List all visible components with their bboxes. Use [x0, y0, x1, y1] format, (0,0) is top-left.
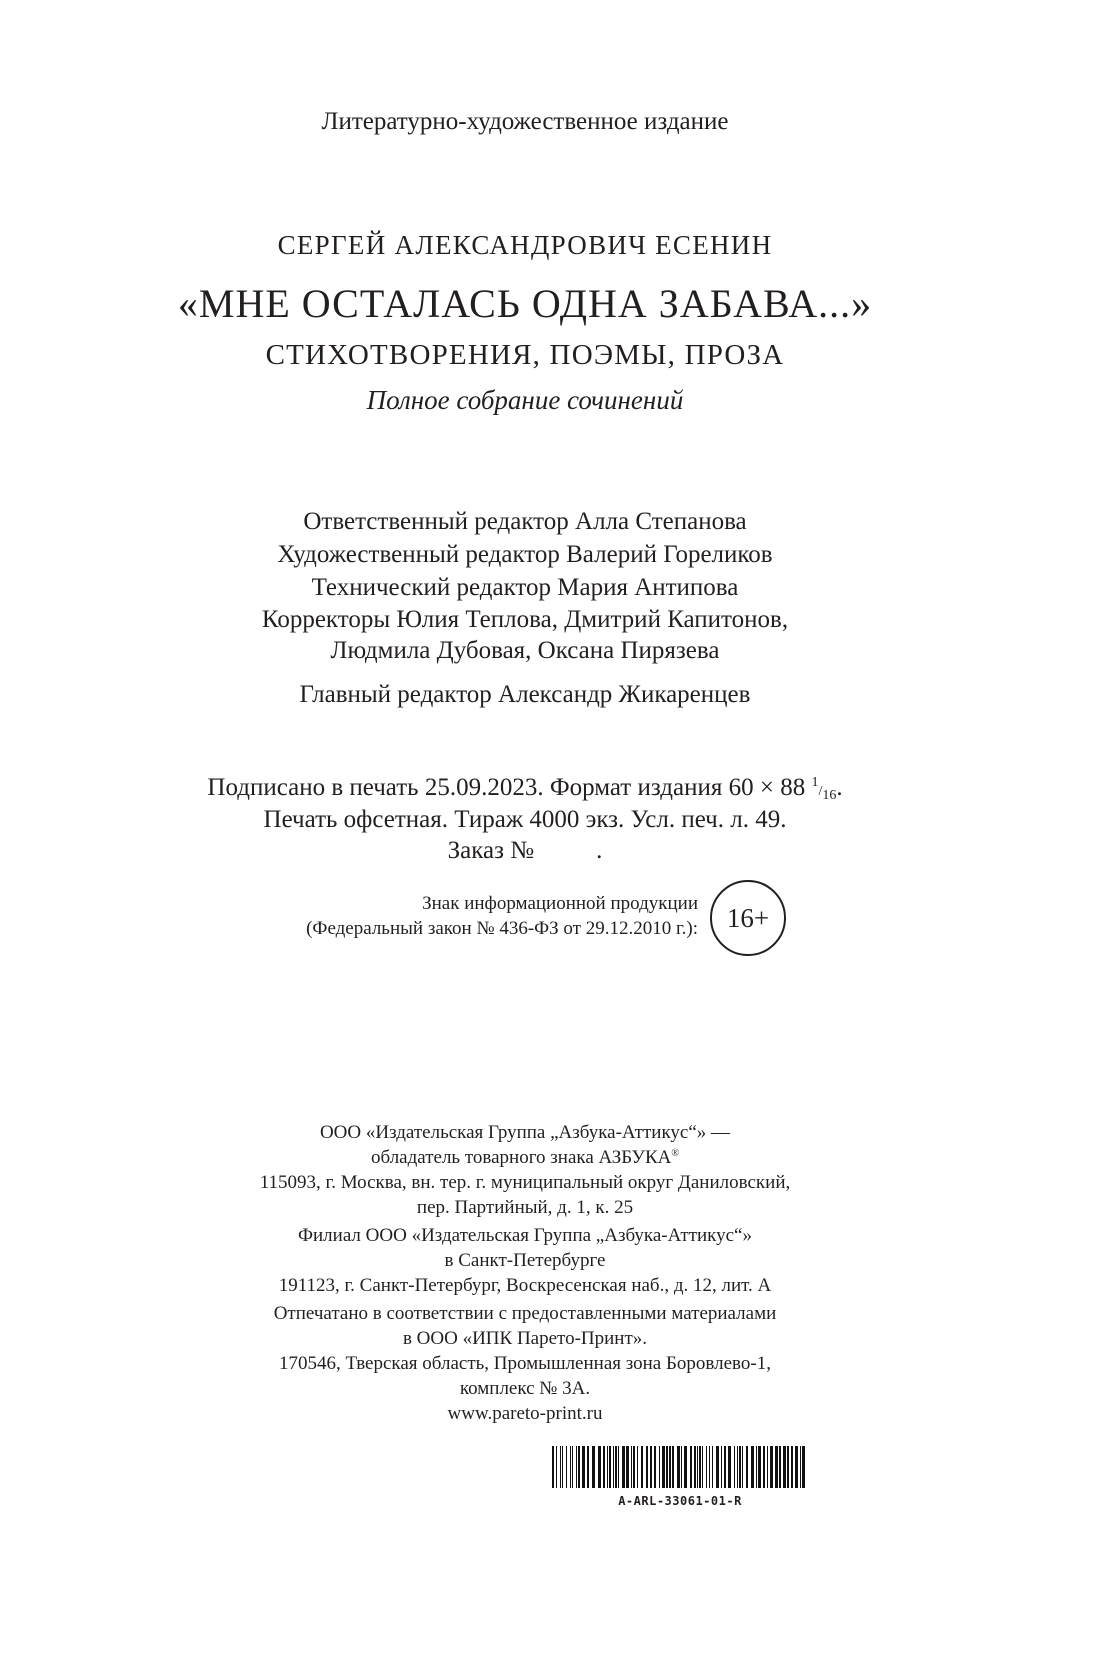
barcode-bar — [770, 1446, 773, 1488]
barcode-bar — [795, 1446, 798, 1488]
barcode-bar — [592, 1446, 595, 1488]
credit-proofreaders-2: Людмила Дубовая, Оксана Пирязева — [330, 637, 720, 664]
barcode-bar — [672, 1446, 674, 1488]
barcode-bar — [734, 1446, 735, 1488]
barcode-bar — [697, 1446, 698, 1488]
barcode-bar — [641, 1446, 643, 1488]
publisher-address-2: пер. Партийный, д. 1, к. 25 — [416, 1197, 634, 1218]
branch-line-2: в Санкт-Петербурге — [444, 1250, 606, 1271]
barcode-bar — [706, 1446, 707, 1488]
credit-chief-editor: Главный редактор Александр Жикаренцев — [299, 681, 751, 708]
collection-name: Полное собрание сочинений — [366, 385, 684, 415]
branch-line-1: Филиал ООО «Издательская Группа „Азбука-Аттикус“» — [298, 1225, 752, 1246]
printer-line-2: в ООО «ИПК Парето-Принт». — [402, 1328, 648, 1349]
barcode-bar — [751, 1446, 754, 1488]
credit-responsible-editor: Ответственный редактор Алла Степанова — [303, 508, 747, 535]
barcode-bar — [724, 1446, 726, 1488]
order-line — [0, 837, 1050, 865]
barcode-bar — [552, 1446, 554, 1488]
barcode-bar — [572, 1446, 573, 1488]
order-end: . — [596, 837, 603, 864]
print-info-line-2: Печать офсетная. Тираж 4000 экз. Усл. печ. л. 49. — [263, 806, 787, 833]
barcode-bar — [637, 1446, 638, 1488]
barcode-bar — [739, 1446, 741, 1488]
barcode-bar — [728, 1446, 731, 1488]
registered-mark: ® — [671, 1148, 679, 1159]
barcode-bar — [699, 1446, 701, 1488]
format-denominator: 16 — [822, 788, 837, 803]
credit-proofreaders-1: Корректоры Юлия Теплова, Дмитрий Капитонов, — [261, 606, 789, 633]
barcode-bar — [791, 1446, 793, 1488]
barcode-bar — [560, 1446, 561, 1488]
barcode-bar — [570, 1446, 571, 1488]
barcode-bar — [783, 1446, 786, 1488]
barcode-bar — [618, 1446, 619, 1488]
barcode — [552, 1446, 808, 1488]
barcode-id: A-ARL-33061-01-R — [618, 1494, 742, 1508]
barcode-bar — [779, 1446, 781, 1488]
barcode-bar — [631, 1446, 632, 1488]
barcode-bar — [582, 1446, 585, 1488]
publisher-address-1: 115093, г. Москва, вн. тер. г. муниципальный округ Даниловский, — [259, 1172, 791, 1193]
barcode-bar — [709, 1446, 710, 1488]
publisher-trademark: обладатель товарного знака АЗБУКА — [371, 1147, 672, 1168]
barcode-bar — [746, 1446, 748, 1488]
barcode-bar — [622, 1446, 625, 1488]
book-subtitle: СТИХОТВОРЕНИЯ, ПОЭМЫ, ПРОЗА — [265, 339, 785, 371]
barcode-bar — [677, 1446, 680, 1488]
barcode-bar — [702, 1446, 703, 1488]
printer-website: www.pareto-print.ru — [447, 1403, 603, 1424]
format-fraction: $^1/_{16}$ — [811, 775, 837, 803]
barcode-bar — [562, 1446, 563, 1488]
barcode-bar — [721, 1446, 722, 1488]
barcode-bar — [802, 1446, 805, 1488]
barcode-bar — [681, 1446, 682, 1488]
barcode-bar — [633, 1446, 635, 1488]
barcode-bar — [800, 1446, 801, 1488]
barcode-bar — [613, 1446, 614, 1488]
barcode-bar — [712, 1446, 713, 1488]
credit-technical-editor: Технический редактор Мария Антипова — [311, 574, 739, 601]
print-signed-format: Подписано в печать 25.09.2023. Формат издания 60 × 88 — [207, 774, 806, 801]
print-info-line-1 — [0, 774, 1050, 804]
age-rating-badge: 16+ — [710, 880, 786, 956]
barcode-bar — [694, 1446, 696, 1488]
branch-line-3: 191123, г. Санкт-Петербург, Воскресенская наб., д. 12, лит. А — [278, 1275, 772, 1296]
barcode-bar — [646, 1446, 648, 1488]
printer-line-4: комплекс № 3А. — [459, 1378, 591, 1399]
barcode-bar — [742, 1446, 743, 1488]
barcode-bar — [576, 1446, 577, 1488]
barcode-bar — [587, 1446, 589, 1488]
printer-line-3: 170546, Тверская область, Промышленная зона Боровлево-1, — [279, 1353, 771, 1374]
barcode-bar — [598, 1446, 601, 1488]
barcode-bar — [654, 1446, 656, 1488]
barcode-bar — [615, 1446, 617, 1488]
barcode-bar — [690, 1446, 692, 1488]
age-rating-label-2: (Федеральный закон № 436-ФЗ от 29.12.2010 г.): — [306, 918, 698, 939]
publisher-line-2 — [0, 1147, 1050, 1169]
print-line1-end: . — [836, 774, 843, 801]
barcode-bar — [758, 1446, 761, 1488]
barcode-bar — [626, 1446, 629, 1488]
credit-art-editor: Художественный редактор Валерий Гореликов — [277, 541, 773, 568]
barcode-bar — [767, 1446, 768, 1488]
book-title: «МНЕ ОСТАЛАСЬ ОДНА ЗАБАВА...» — [177, 281, 873, 326]
order-label: Заказ № — [447, 837, 535, 864]
barcode-bar — [775, 1446, 778, 1488]
barcode-bar — [556, 1446, 557, 1488]
age-rating-label-1: Знак информационной продукции — [422, 893, 698, 914]
barcode-bar — [650, 1446, 652, 1488]
barcode-bar — [578, 1446, 580, 1488]
barcode-bar — [737, 1446, 738, 1488]
barcode-bar — [684, 1446, 687, 1488]
format-numerator: 1 — [811, 775, 819, 790]
barcode-bar — [603, 1446, 605, 1488]
barcode-bar — [669, 1446, 671, 1488]
barcode-bar — [716, 1446, 719, 1488]
barcode-bar — [609, 1446, 611, 1488]
barcode-bar — [787, 1446, 789, 1488]
author-name: СЕРГЕЙ АЛЕКСАНДРОВИЧ ЕСЕНИН — [277, 230, 773, 260]
edition-type: Литературно-художественное издание — [321, 108, 729, 135]
barcode-bar — [566, 1446, 567, 1488]
publisher-line-1: ООО «Издательская Группа „Азбука-Аттикус“» — — [319, 1122, 731, 1143]
barcode-bar — [607, 1446, 608, 1488]
barcode-bar — [763, 1446, 765, 1488]
barcode-bar — [756, 1446, 757, 1488]
barcode-bar — [659, 1446, 660, 1488]
barcode-bar — [666, 1446, 668, 1488]
printer-line-1: Отпечатано в соответствии с предоставленными материалами — [273, 1303, 777, 1324]
barcode-bar — [662, 1446, 665, 1488]
